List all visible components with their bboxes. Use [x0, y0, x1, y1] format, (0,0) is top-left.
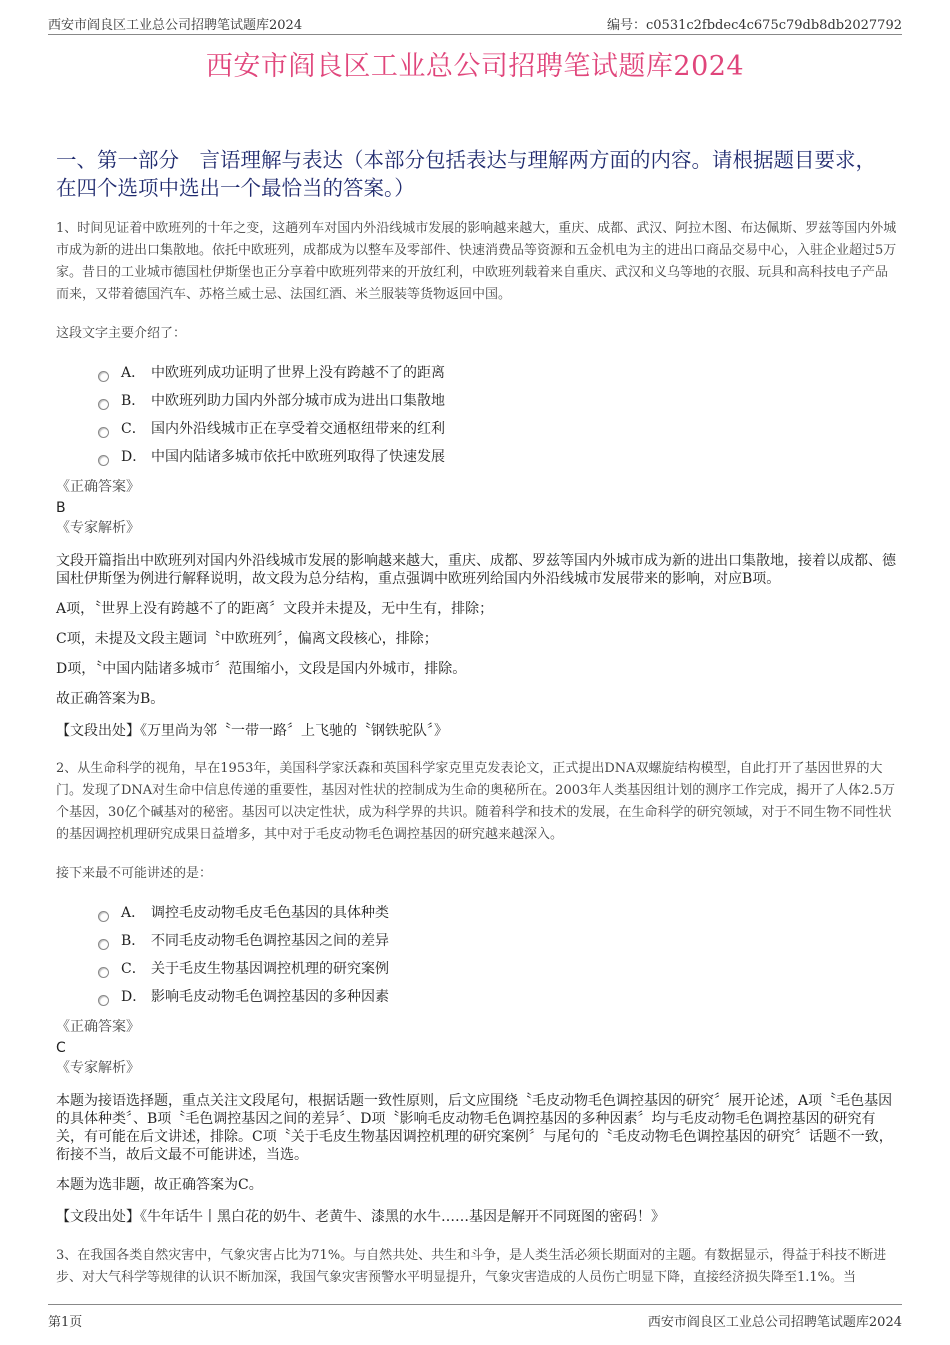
option-a[interactable] — [98, 359, 898, 387]
radio-icon[interactable] — [98, 939, 109, 950]
analysis-paragraph: 本题为接语选择题，重点关注文段尾句，根据话题一致性原则，后文应围绕〝毛皮动物毛色调控基因的研究〞展开论述，A项〝毛色基因的具体种类〞、B项〝毛色调控基因之间的差异〞、D项〝影响毛皮动物毛色调控基因的多种因素〞均与毛皮动物毛色调控基因的研究有关，有可能在后文讲述，排除。C项〝关于毛皮生物基因调控机理的研究案例〞与尾句的〝毛皮动物毛色调控基因的研究〞话题不一致，衔接不当，故后文最不可能讲述，当选。 — [56, 1093, 893, 1163]
option-text: 中欧班列助力国内外部分城市成为进出口集散地 — [151, 393, 445, 409]
radio-icon[interactable] — [98, 427, 109, 438]
section-heading: 一、第一部分 言语理解与表达（本部分包括表达与理解两方面的内容。请根据题目要求，在四个选项中选出一个最恰当的答案。） — [56, 148, 876, 200]
question-prompt: 接下来最不可能讲述的是： — [56, 866, 213, 881]
header-title: 西安市阎良区工业总公司招聘笔试题库2024 — [48, 18, 303, 33]
option-b[interactable] — [98, 387, 898, 415]
answer-heading: 《正确答案》 — [56, 1019, 140, 1035]
analysis-paragraph: A项，〝世界上没有跨越不了的距离〞文段并未提及，无中生有，排除； — [56, 601, 494, 617]
radio-icon[interactable] — [98, 967, 109, 978]
option-c[interactable] — [98, 415, 898, 443]
option-label: B． — [121, 393, 146, 409]
questions-container — [56, 218, 898, 1289]
footer-title: 西安市阎良区工业总公司招聘笔试题库2024 — [647, 1315, 902, 1330]
option-label: C． — [121, 421, 146, 437]
radio-icon[interactable] — [98, 371, 109, 382]
analysis-heading: 《专家解析》 — [56, 520, 140, 536]
analysis-paragraph: C项，未提及文段主题词〝中欧班列〞，偏离文段核心，排除； — [56, 631, 438, 647]
question-passage: 1、时间见证着中欧班列的十年之变，这趟列车对国内外沿线城市发展的影响越来越大，重庆、成都、武汉、阿拉木图、布达佩斯、罗兹等国内外城市成为新的进出口集散地。依托中欧班列，成都成为以整车及零部件、快速消费品等资源和五金机电为主的进出口商品交易中心，入驻企业超过5万家。昔日的工业城市德国杜伊斯堡也正分享着中欧班列带来的开放红利，中欧班列载着来自重庆、武汉和义乌等地的衣服、玩具和高科技电子产品而来，又带着德国汽车、苏格兰威士忌、法国红酒、米兰服装等货物返回中国。 — [56, 221, 897, 302]
passage-source: 【文段出处】《牛年话牛丨黑白花的奶牛、老黄牛、漆黑的水牛……基因是解开不同斑图的密码！》 — [56, 1209, 665, 1225]
page-footer — [48, 1304, 902, 1329]
analysis-paragraph: 本题为选非题，故正确答案为C。 — [56, 1177, 263, 1193]
radio-icon[interactable] — [98, 455, 109, 466]
option-b[interactable] — [98, 927, 898, 955]
option-text: 关于毛皮生物基因调控机理的研究案例 — [151, 961, 389, 977]
analysis-paragraph: 故正确答案为B。 — [56, 691, 165, 707]
option-text: 调控毛皮动物毛皮毛色基因的具体种类 — [151, 905, 389, 921]
question-prompt: 这段文字主要介绍了： — [56, 326, 187, 341]
radio-icon[interactable] — [98, 399, 109, 410]
options-list — [98, 359, 898, 471]
radio-icon[interactable] — [98, 911, 109, 922]
page-number: 第1页 — [48, 1315, 83, 1330]
page-title: 西安市阎良区工业总公司招聘笔试题库2024 — [205, 51, 745, 82]
question-3 — [56, 1245, 898, 1289]
answer-value: B — [56, 500, 66, 516]
option-label: A． — [121, 905, 146, 921]
header-doc-id: 编号：c0531c2fbdec4c675c79db8db2027792 — [607, 18, 902, 33]
options-list — [98, 899, 898, 1011]
option-text: 中国内陆诸多城市依托中欧班列取得了快速发展 — [151, 449, 445, 465]
option-text: 不同毛皮动物毛色调控基因之间的差异 — [151, 933, 389, 949]
question-passage: 2、从生命科学的视角，早在1953年，美国科学家沃森和英国科学家克里克发表论文，正式提出DNA双螺旋结构模型，自此打开了基因世界的大门。发现了DNA对生命中信息传递的重要性，基因对性状的控制成为生命的奥秘所在。2003年人类基因组计划的测序工作完成，揭开了人体2.5万个基因，30亿个碱基对的秘密。基因可以决定性状，成为科学界的共识。随着科学和技术的发展，在生命科学的研究领域，对于不同生物不同性状的基因调控机理研究成果日益增多，其中对于毛皮动物毛色调控基因的研究越来越深入。 — [56, 761, 895, 842]
analysis-heading: 《专家解析》 — [56, 1060, 140, 1076]
option-label: D． — [121, 989, 147, 1005]
option-label: C． — [121, 961, 146, 977]
option-label: A． — [121, 365, 146, 381]
passage-source: 【文段出处】《万里尚为邻〝一带一路〞上飞驰的〝钢铁驼队〞》 — [56, 723, 448, 739]
option-text: 影响毛皮动物毛色调控基因的多种因素 — [151, 989, 389, 1005]
answer-heading: 《正确答案》 — [56, 479, 140, 495]
option-text: 中欧班列成功证明了世界上没有跨越不了的距离 — [151, 365, 445, 381]
option-text: 国内外沿线城市正在享受着交通枢纽带来的红利 — [151, 421, 445, 437]
option-a[interactable] — [98, 899, 898, 927]
question-2 — [56, 758, 898, 1226]
option-d[interactable] — [98, 443, 898, 471]
analysis-paragraph: D项，〝中国内陆诸多城市〞范围缩小，文段是国内外城市，排除。 — [56, 661, 467, 677]
option-c[interactable] — [98, 955, 898, 983]
radio-icon[interactable] — [98, 995, 109, 1006]
question-1 — [56, 218, 898, 740]
analysis-paragraph: 文段开篇指出中欧班列对国内外沿线城市发展的影响越来越大，重庆、成都、罗兹等国内外城市成为新的进出口集散地，接着以成都、德国杜伊斯堡为例进行解释说明，故文段为总分结构，重点强调中欧班列给国内外沿线城市发展带来的影响，对应B项。 — [56, 553, 896, 587]
option-label: B． — [121, 933, 146, 949]
option-label: D． — [121, 449, 147, 465]
page-header — [48, 12, 902, 35]
answer-value: C — [56, 1040, 66, 1056]
question-passage: 3、在我国各类自然灾害中，气象灾害占比为71%。与自然共处、共生和斗争，是人类生活必须长期面对的主题。有数据显示，得益于科技不断进步、对大气科学等规律的认识不断加深，我国气象灾害预警水平明显提升，气象灾害造成的人员伤亡明显下降，直接经济损失降至1.1%。当 — [56, 1248, 887, 1285]
option-d[interactable] — [98, 983, 898, 1011]
